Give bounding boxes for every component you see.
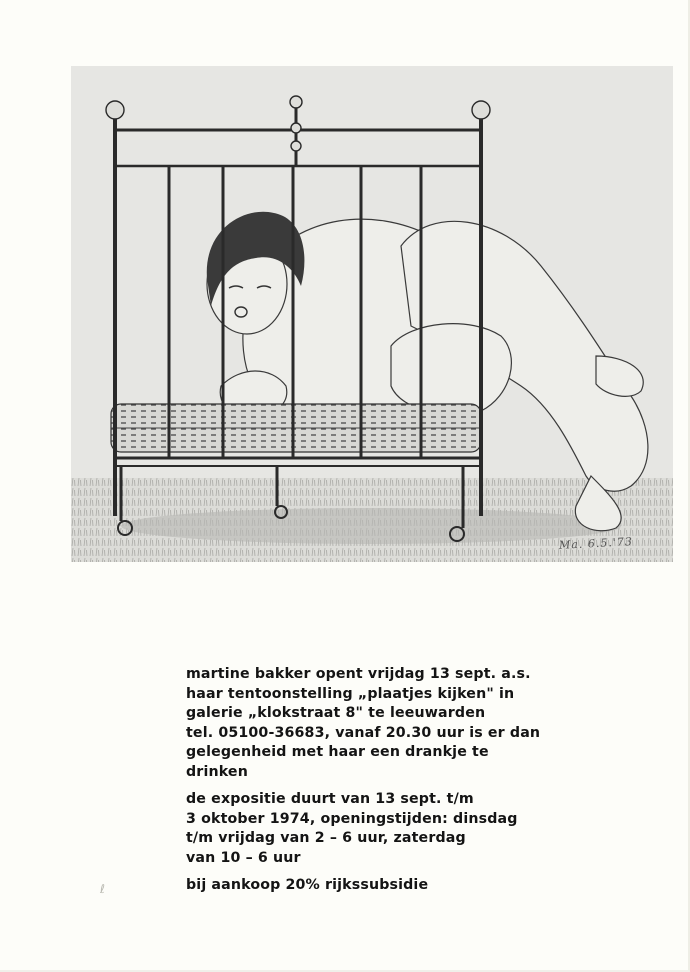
invitation-text: [186, 665, 606, 896]
caged-woman-drawing: [71, 66, 673, 562]
artwork-illustration: [71, 66, 673, 562]
paper-mark: ℓ: [100, 882, 105, 896]
exhibition-dates: de expositie duurt van 13 sept. t/m 3 oktober 1974, openingstijden: dinsdag t/m vrijdag van 2 – 6 uur, zaterdag van 10 – 6 uur: [186, 791, 518, 866]
finial-left: [106, 101, 124, 119]
subsidy-note: bij aankoop 20% rijkssubsidie: [186, 877, 429, 893]
opening-announcement: martine bakker opent vrijdag 13 sept. a.s. haar tentoonstelling „plaatjes kijken" in galerie „klokstraat 8" te leeuwarden tel. 05100-36683, vanaf 20.30 uur is er dan gelegenheid met haar een drankje te drinken: [186, 666, 541, 780]
finial-right: [472, 101, 490, 119]
artist-signature: Ma. 6.5.'73: [558, 535, 634, 552]
finial-center: [290, 96, 302, 108]
